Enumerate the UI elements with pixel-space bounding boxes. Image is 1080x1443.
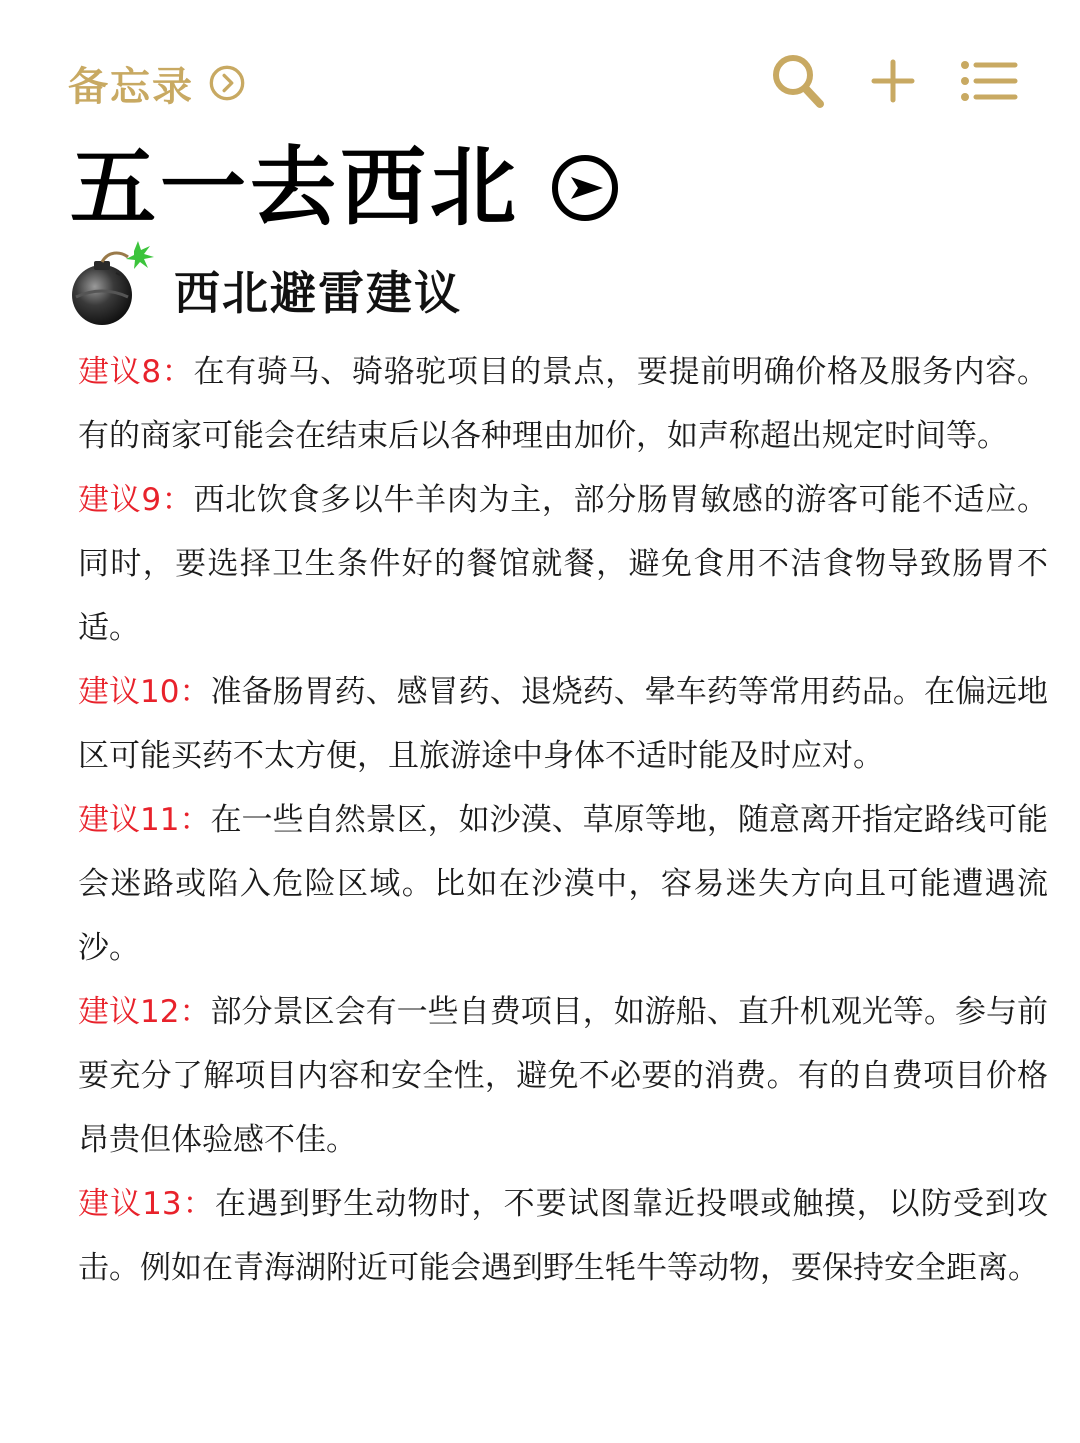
- tip-label: 建议9：: [78, 482, 194, 518]
- bomb-icon: [68, 237, 160, 329]
- tip-label: 建议10：: [78, 674, 211, 710]
- plus-icon[interactable]: [870, 58, 916, 104]
- note-title-text: 五一去西北: [70, 138, 520, 238]
- note-title: [70, 138, 620, 238]
- tip-paragraph: [78, 1172, 1048, 1300]
- tip-paragraph: [78, 788, 1048, 980]
- tip-label: 建议8：: [78, 354, 194, 390]
- list-icon[interactable]: [960, 59, 1018, 103]
- back-button[interactable]: [68, 58, 246, 108]
- toolbar: [770, 52, 1018, 110]
- tip-text: 准备肠胃药、感冒药、退烧药、晕车药等常用药品。在偏远地区可能买药不太方便，且旅游途中身体不适时能及时应对。: [78, 674, 1049, 774]
- chevron-right-circle-icon: [208, 64, 246, 102]
- tip-text: 在有骑马、骑骆驼项目的景点，要提前明确价格及服务内容。有的商家可能会在结束后以各种理由加价，如声称超出规定时间等。: [78, 354, 1048, 454]
- note-body: [78, 340, 1048, 1300]
- tip-paragraph: [78, 980, 1048, 1172]
- tip-text: 在一些自然景区，如沙漠、草原等地，随意离开指定路线可能会迷路或陷入危险区域。比如在沙漠中，容易迷失方向且可能遭遇流沙。: [78, 802, 1049, 966]
- play-circle-icon: [550, 153, 620, 223]
- search-icon[interactable]: [770, 52, 826, 110]
- tip-paragraph: [78, 340, 1048, 468]
- tip-label: 建议13：: [78, 1186, 215, 1222]
- tip-text: 西北饮食多以牛羊肉为主，部分肠胃敏感的游客可能不适应。同时，要选择卫生条件好的餐馆就餐，避免食用不洁食物导致肠胃不适。: [78, 482, 1048, 646]
- tip-paragraph: [78, 660, 1048, 788]
- tip-label: 建议12：: [78, 994, 211, 1030]
- tip-label: 建议11：: [78, 802, 211, 838]
- top-bar: [0, 0, 1080, 130]
- section-heading: [68, 238, 462, 328]
- back-label: 备忘录: [68, 63, 194, 110]
- tip-text: 部分景区会有一些自费项目，如游船、直升机观光等。参与前要充分了解项目内容和安全性，避免不必要的消费。有的自费项目价格昂贵但体验感不佳。: [78, 994, 1049, 1158]
- tip-paragraph: [78, 468, 1048, 660]
- tip-text: 在遇到野生动物时，不要试图靠近投喂或触摸，以防受到攻击。例如在青海湖附近可能会遇到野生牦牛等动物，要保持安全距离。: [78, 1186, 1049, 1286]
- section-heading-text: 西北避雷建议: [174, 266, 462, 320]
